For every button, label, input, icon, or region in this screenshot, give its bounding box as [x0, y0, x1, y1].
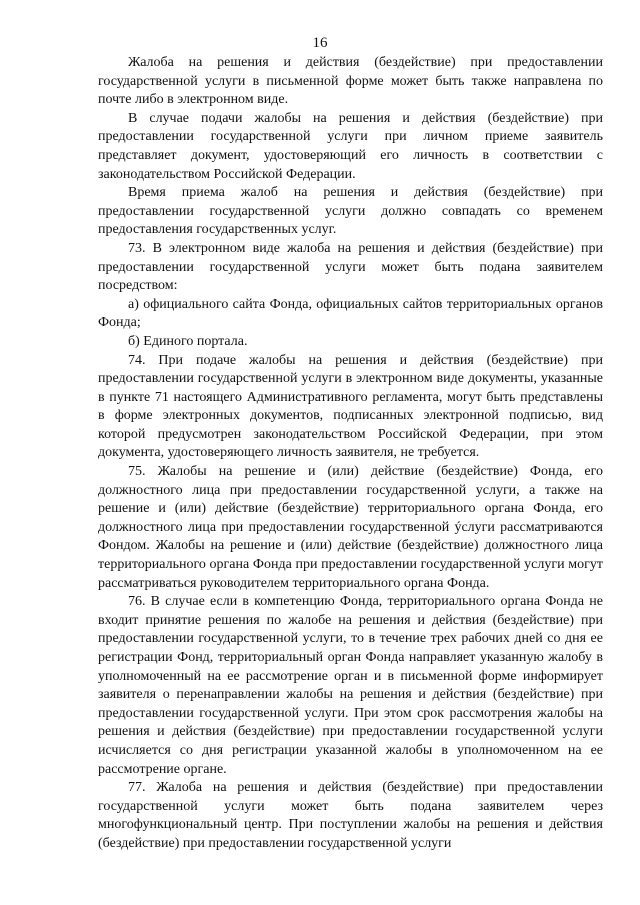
document-body — [98, 54, 603, 854]
paragraph-item-73-b: б) Единого портала. — [128, 333, 248, 349]
paragraph-item-73: 73. В электронном виде жалоба на решения и действия (бездействие) при предоставлении государственной услуги может быть подана заявителем посредством: — [98, 240, 603, 294]
paragraph-item-75: 75. Жалобы на решение и (или) действие (бездействие) Фонда, его должностного лица при предоставлении государственной услуги, а также на решение и (или) действие (бездействие) территориального органа Фонда, его должностного лица при предоставлении государственной ýслуги рассматриваются Фондом. Жалобы на решение и (или) действие (бездействие) должностного лица территориального органа Фонда при предоставлении государственной услуги могут рассматриваться руководителем территориального органа Фонда. — [98, 464, 603, 591]
paragraph-item-77: 77. Жалоба на решения и действия (бездействие) при предоставлении государственной услуги может быть подана заявителем через многофункциональный центр. При поступлении жалобы на решения и действия (бездействие) при предоставлении государственной услуги — [98, 780, 603, 851]
paragraph-complaint-channels: Жалоба на решения и действия (бездействие) при предоставлении государственной услуги в письменной форме может быть также направлена по почте либо в электронном виде. — [98, 55, 603, 108]
paragraph-reception-time: Время приема жалоб на решения и действия (бездействие) при предоставлении государственной услуги должно совпадать со временем предоставления государственных услуг. — [98, 185, 603, 238]
page-number: 16 — [312, 35, 328, 51]
paragraph-item-74: 74. При подаче жалобы на решения и действия (бездействие) при предоставлении государственной услуги в электронном виде документы, указанные в пункте 71 настоящего Административного регламента, могут быть представлены в форме электронных документов, подписанных электронной подписью, вид которой предусмотрен законодательством Российской Федерации, при этом документа, удостоверяющего личность заявителя, не требуется. — [98, 352, 603, 461]
paragraph-item-76: 76. В случае если в компетенцию Фонда, территориального органа Фонда не входит принятие решения по жалобе на решения и действия (бездействие) при предоставлении государственной услуги, то в течение трех рабочих дней со дня ее регистрации Фонд, территориальный орган Фонда направляет указанную жалобу в уполномоченный на ее рассмотрение орган и в письменной форме информирует заявителя о перенаправлении жалобы на решения и действия (бездействие) при предоставлении государственной услуги. При этом срок рассмотрения жалобы на решения и действия (бездействие) при предоставлении государственной услуги исчисляется со дня регистрации указанной жалобы в уполномоченном на ее рассмотрение органе. — [98, 594, 603, 777]
paragraph-item-73-a: а) официального сайта Фонда, официальных сайтов территориальных органов Фонда; — [98, 296, 603, 331]
paragraph-personal-reception: В случае подачи жалобы на решения и действия (бездействие) при предоставлении государственной услуги при личном приеме заявитель представляет документ, удостоверяющий его личность в соответствии с законодательством Российской Федерации. — [98, 110, 603, 182]
